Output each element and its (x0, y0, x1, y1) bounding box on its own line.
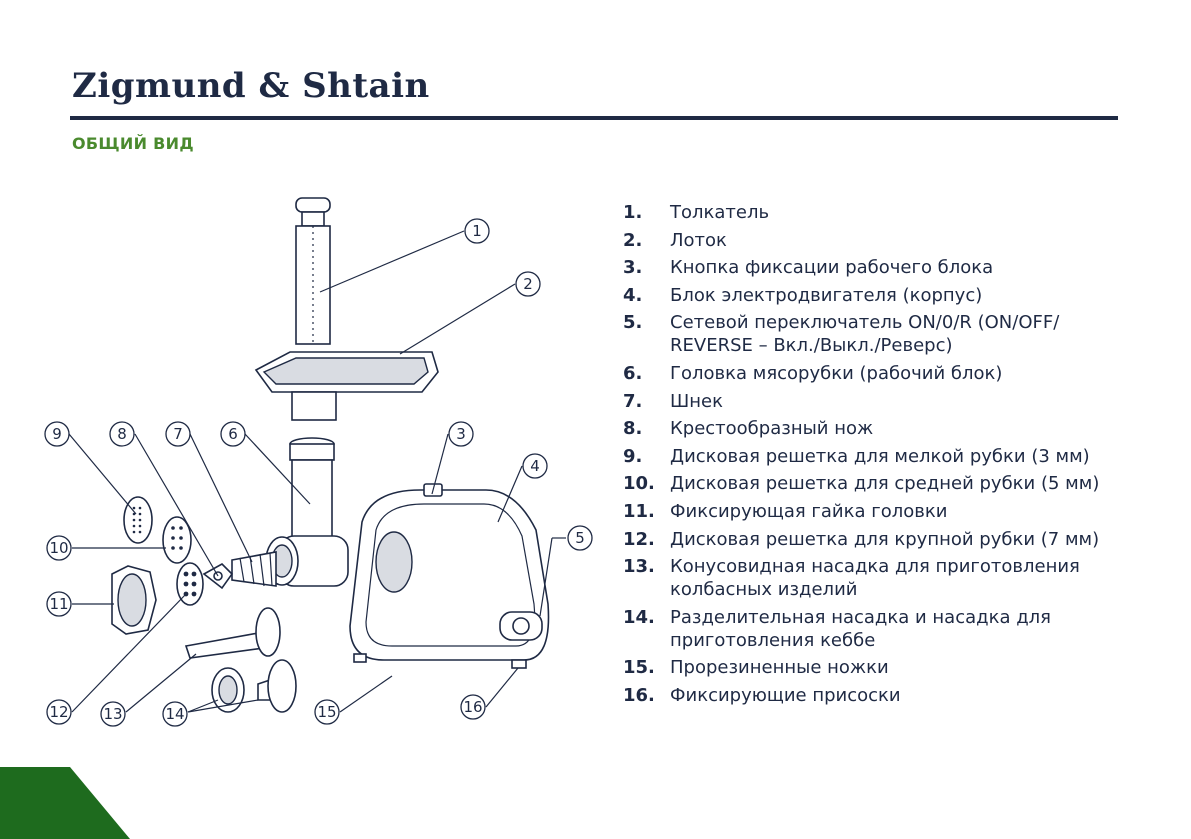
item-number: 4. (623, 284, 643, 306)
callout-12 (47, 700, 71, 724)
callout-16 (461, 695, 485, 719)
callout-8 (110, 422, 134, 446)
item-number: 6. (623, 362, 643, 384)
item-text: Блок электродвигателя (корпус) (670, 284, 983, 306)
item-number: 1. (623, 202, 643, 223)
item-text: Лоток (670, 229, 727, 251)
corner-decoration (0, 767, 130, 839)
svg-text:2: 2 (523, 275, 533, 293)
list-item (623, 472, 1143, 495)
item-text: Фиксирующая гайка головки (670, 500, 948, 522)
svg-text:3: 3 (456, 425, 466, 443)
item-text: Конусовидная насадка для приготовления колбасных изделий (670, 556, 1080, 601)
svg-text:13: 13 (103, 705, 123, 723)
list-item (623, 229, 1143, 252)
svg-text:6: 6 (228, 425, 238, 443)
item-number: 7. (623, 390, 643, 412)
list-item (623, 201, 1143, 224)
parts-list (623, 201, 1143, 712)
item-text: Разделительная насадка и насадка для приготовления кеббе (670, 606, 1051, 651)
list-item (623, 528, 1143, 551)
callout-11 (47, 592, 71, 616)
item-number: 2. (623, 229, 643, 251)
fixing-nut (112, 566, 156, 634)
callout-6 (221, 422, 245, 446)
svg-text:10: 10 (49, 539, 69, 557)
item-text: Головка мясорубки (рабочий блок) (670, 362, 1003, 384)
item-text: Дисковая решетка для средней рубки (5 мм) (670, 473, 1100, 495)
item-number: 5. (623, 312, 643, 334)
item-number: 8. (623, 418, 643, 440)
item-text: Дисковая решетка для крупной рубки (7 мм) (670, 528, 1100, 550)
callout-9 (45, 422, 69, 446)
svg-text:11: 11 (49, 595, 69, 613)
list-item (623, 684, 1143, 707)
pusher (296, 198, 330, 344)
item-number: 15. (623, 657, 655, 679)
grinder-head (266, 438, 348, 586)
brand-logo: Zigmund & Shtain (72, 66, 430, 106)
callout-3 (449, 422, 473, 446)
callout-5 (568, 526, 592, 550)
svg-text:14: 14 (165, 705, 185, 723)
item-text: Шнек (670, 390, 723, 412)
list-item (623, 256, 1143, 279)
svg-text:15: 15 (317, 703, 337, 721)
item-number: 9. (623, 445, 643, 467)
svg-text:12: 12 (49, 703, 69, 721)
item-text: Крестообразный нож (670, 418, 874, 440)
item-text: Толкатель (670, 202, 770, 223)
exploded-diagram (0, 0, 620, 760)
list-item (623, 417, 1143, 440)
plate-medium (163, 517, 191, 563)
item-text: Кнопка фиксации рабочего блока (670, 257, 994, 279)
list-item (623, 284, 1143, 307)
svg-text:16: 16 (463, 698, 483, 716)
item-text: Прорезиненные ножки (670, 657, 889, 679)
item-number: 10. (623, 473, 655, 495)
callout-2 (516, 272, 540, 296)
list-item (623, 606, 1143, 652)
list-item (623, 656, 1143, 679)
item-text: Фиксирующие присоски (670, 684, 901, 706)
item-number: 13. (623, 556, 655, 578)
item-number: 14. (623, 606, 655, 628)
callout-4 (523, 454, 547, 478)
callout-7 (166, 422, 190, 446)
motor-housing (350, 484, 549, 668)
item-text: Сетевой переключатель ON/0/R (ON/OFF/ REVERSE – Вкл./Выкл./Реверс) (670, 312, 1060, 357)
callout-14 (163, 702, 187, 726)
item-text: Дисковая решетка для мелкой рубки (3 мм) (670, 445, 1090, 467)
svg-text:8: 8 (117, 425, 127, 443)
svg-text:4: 4 (530, 457, 540, 475)
callout-15 (315, 700, 339, 724)
kebbe-attachments (212, 660, 296, 712)
sausage-nozzle (186, 608, 280, 658)
section-title: ОБЩИЙ ВИД (72, 134, 194, 153)
tray (256, 352, 438, 420)
svg-text:5: 5 (575, 529, 585, 547)
callout-10 (47, 536, 71, 560)
list-item (623, 555, 1143, 601)
item-number: 3. (623, 257, 643, 279)
svg-text:1: 1 (472, 222, 482, 240)
svg-text:9: 9 (52, 425, 62, 443)
list-item (623, 362, 1143, 385)
list-item (623, 500, 1143, 523)
list-item (623, 311, 1143, 357)
item-number: 16. (623, 684, 655, 706)
list-item (623, 445, 1143, 468)
svg-text:7: 7 (173, 425, 183, 443)
list-item (623, 390, 1143, 413)
callout-13 (101, 702, 125, 726)
item-number: 12. (623, 528, 655, 550)
callout-1 (465, 219, 489, 243)
auger (232, 552, 276, 586)
item-number: 11. (623, 500, 655, 522)
